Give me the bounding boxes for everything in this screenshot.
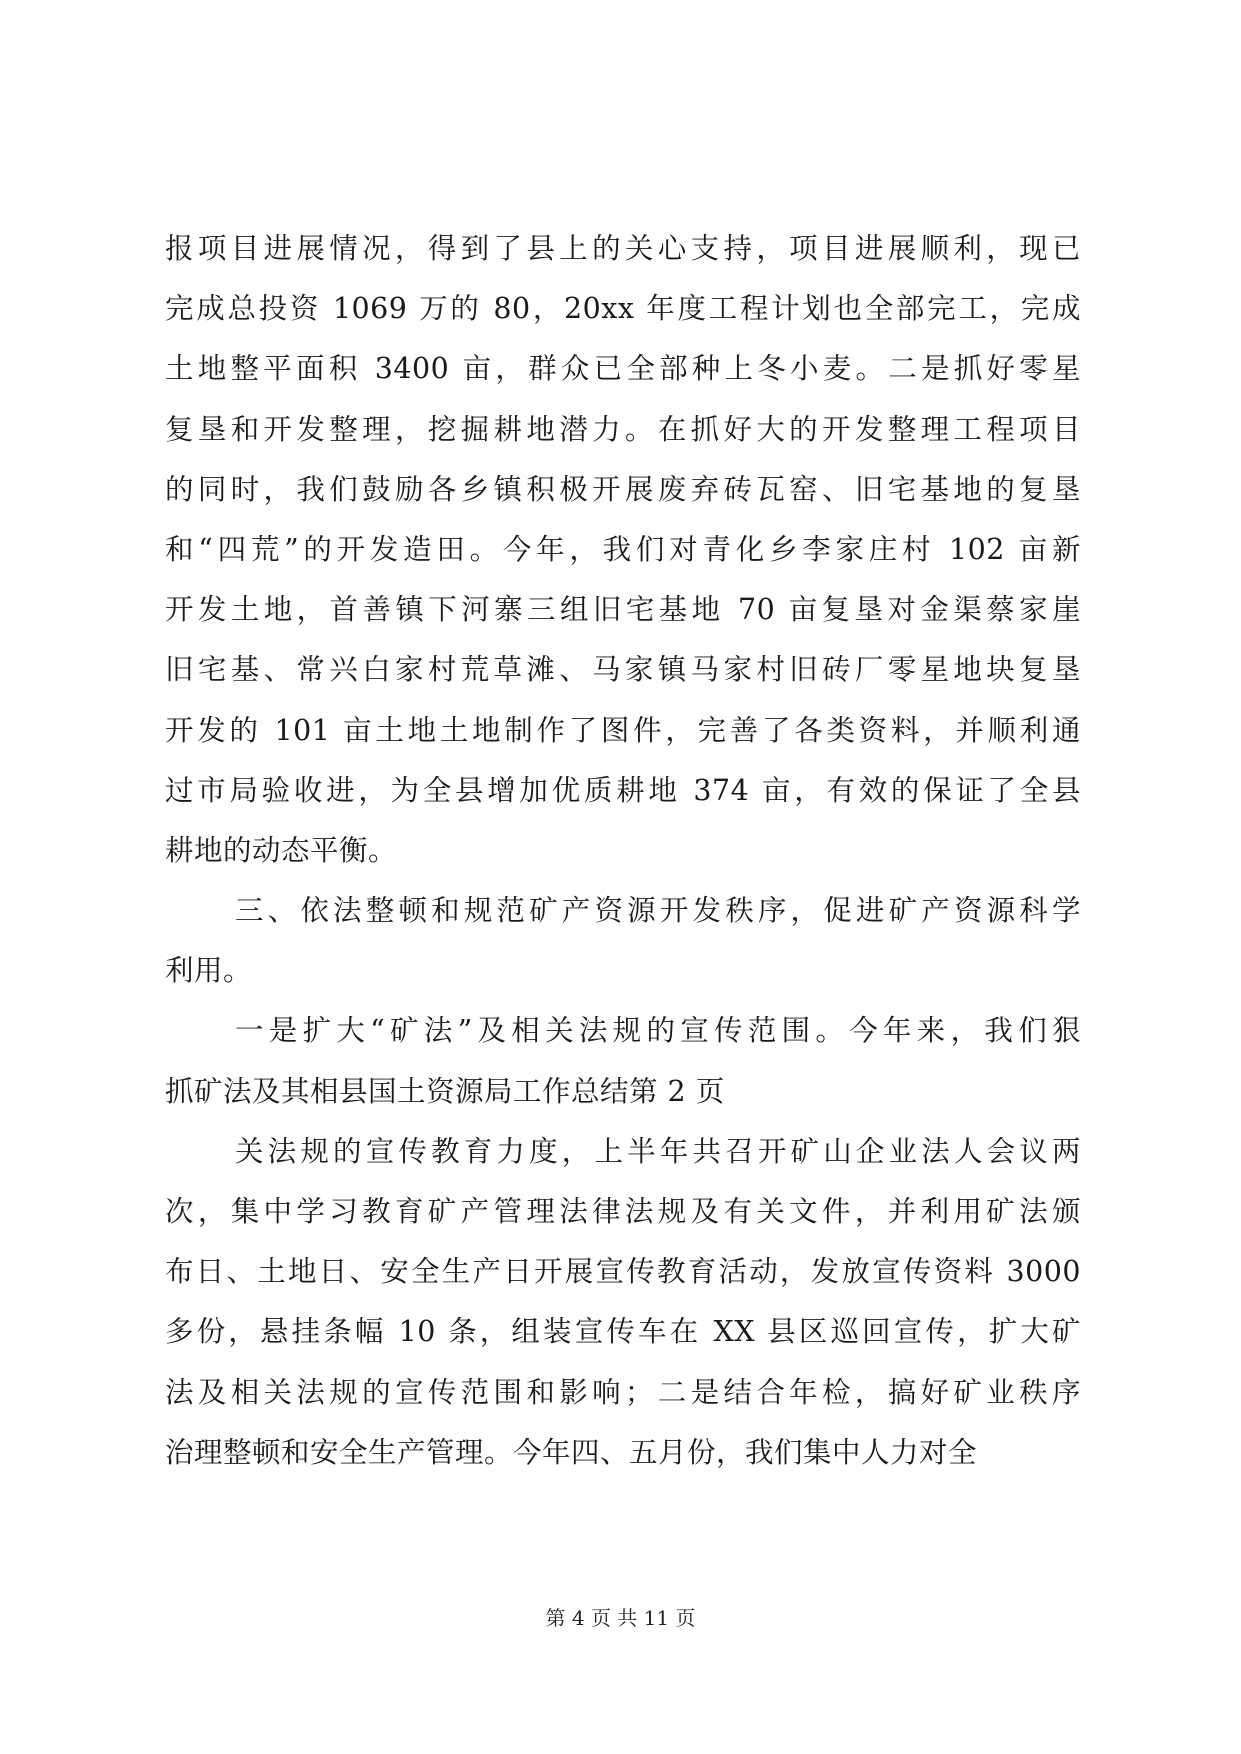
- text-line: 多份，悬挂条幅 10 条，组装宣传车在 XX 县区巡回宣传，扩大矿: [165, 1315, 1081, 1349]
- text-line: 开发的 101 亩土地土地制作了图件，完善了各类资料，并顺利通: [165, 713, 1081, 747]
- document-body: [165, 234, 1081, 1498]
- text-line: 次，集中学习教育矿产管理法律法规及有关文件，并利用矿法颁: [165, 1195, 1081, 1228]
- text-line: 和“四荒”的开发造田。今年，我们对青化乡李家庄村 102 亩新: [165, 532, 1081, 566]
- text-line: 的同时，我们鼓励各乡镇积极开展废弃砖瓦窑、旧宅基地的复垦: [165, 472, 1081, 506]
- text-line: 开发土地，首善镇下河寨三组旧宅基地 70 亩复垦对金渠蔡家崖: [165, 593, 1081, 627]
- text-line: 旧宅基、常兴白家村荒草滩、马家镇马家村旧砖厂零星地块复垦: [165, 653, 1081, 687]
- text-line: 完成总投资 1069 万的 80，20xx 年度工程计划也全部完工，完成: [165, 292, 1081, 326]
- page-footer: 第 4 页 共 11 页: [545, 1606, 696, 1630]
- text-line: 利用。: [165, 954, 253, 988]
- text-line: 复垦和开发整理，挖掘耕地潜力。在抓好大的开发整理工程项目: [165, 412, 1081, 446]
- text-line: 一是扩大“矿法”及相关法规的宣传范围。今年来，我们狠: [235, 1014, 1081, 1048]
- text-line: 布日、土地日、安全生产日开展宣传教育活动，发放宣传资料 3000: [165, 1255, 1081, 1289]
- text-line: 抓矿法及其相县国土资源局工作总结第 2 页: [165, 1074, 725, 1108]
- text-line: 过市局验收进，为全县增加优质耕地 374 亩，有效的保证了全县: [165, 773, 1081, 807]
- text-line: 三、依法整顿和规范矿产资源开发秩序，促进矿产资源科学: [235, 894, 1081, 928]
- text-line: 耕地的动态平衡。: [165, 833, 398, 867]
- text-line: 法及相关法规的宣传范围和影响；二是结合年检，搞好矿业秩序: [165, 1375, 1081, 1409]
- text-line: 关法规的宣传教育力度，上半年共召开矿山企业法人会议两: [235, 1134, 1081, 1168]
- text-line: 治理整顿和安全生产管理。今年四、五月份，我们集中人力对全: [165, 1435, 978, 1469]
- text-line: 土地整平面积 3400 亩，群众已全部种上冬小麦。二是抓好零星: [165, 352, 1081, 386]
- text-line: 报项目进展情况，得到了县上的关心支持，项目进展顺利，现已: [165, 232, 1081, 265]
